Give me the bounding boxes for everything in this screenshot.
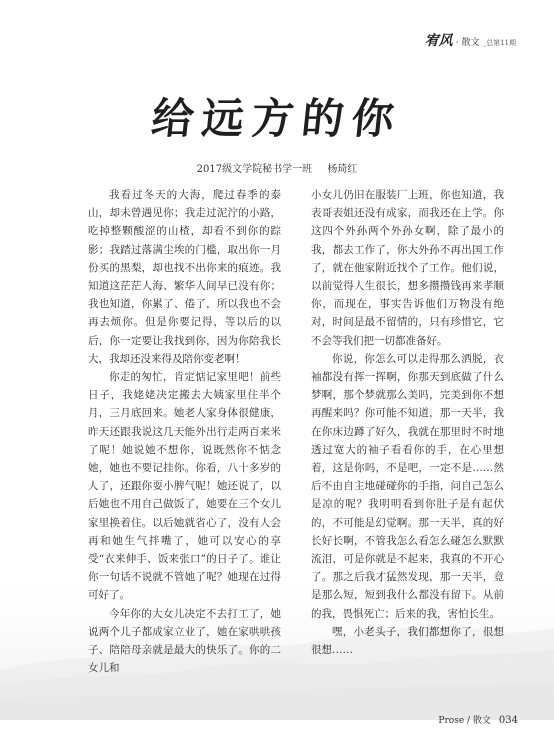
page-number: 034 <box>498 715 518 726</box>
paragraph: 你说，你怎么可以走得那么洒脱，衣袖都没有挥一挥啊，你那天到底做了什么梦啊，那个梦就那么美吗，完美到你不想再醒来吗？你可能不知道，那一天半，我在你床边蹲了好久，我就在那里时不时地透过宽大的袖子看看你的手，在心里想着，这是你吗，不是吧，一定不是……然后不由自主地碰碰你的手指，问自己怎么是凉的呢？我明明看到你肚子是有起伏的，不可能是幻觉啊。那一天半，真的好长好长啊，不管我怎么看怎么碰怎么默默流泪，可是你就是不起来，我真的不开心了。那之后我才猛然发现，那一天半，竟是那么短，短到我什么都没有留下。从前的我，畏惧死亡；后来的我，害怕长生。 <box>311 352 504 620</box>
magazine-header <box>425 30 516 50</box>
right-text-column <box>311 186 504 659</box>
paragraph: 我看过冬天的大海，爬过春季的泰山，却未曾遇见你；我走过泥泞的小路，吃掉整颗酸涩的山楂，却看不到你的踪影；我踏过落满尘埃的门槛，取出你一月份买的黑梨，却也找不出你来的痕迹。我知道这茫茫人海、繁华人间早已没有你；我也知道，你累了、倦了，所以我也不会再去烦你。但是你要记得，等以后的以后，你一定要让我找到你，因为你陪我长大，我却还没来得及陪你变老啊！ <box>88 189 281 365</box>
paragraph: 小女儿仍旧在服装厂上班，你也知道，我表哥表姐还没有成家，而我还在上学。你这四个外孙两个外孙女啊，除了最小的我，都去工作了，你大外孙不再出国工作了，就在他家附近找个了工作。他们说，以前觉得人生很长，想多攒攒钱再来孝顺你，而现在，事实告诉他们万物没有绝对，时间是最不留情的，只有珍惜它，它不会等我们把一切都准备好。 <box>311 189 504 347</box>
left-text-column <box>88 186 281 677</box>
footer-section-label: Prose / 散文 <box>438 716 491 726</box>
section-label: 散文 <box>461 38 480 48</box>
paragraph: 你走的匆忙，肯定惦记家里吧！前些日子，我姥姥决定搬去大姨家里住半个月，三月底回来。她老人家身体很健康，昨天还跟我说这几天能外出行走两百来米了呢！她说她不想你，说既然你不惦念她，她也不要记挂你。你看，八十多岁的人了，还跟你耍小脾气呢！她还说了，以后她也不用自己做饭了，她要在三个女儿家里换着住。以后她就省心了，没有人会再和她生气拌嘴了，她可以安心的享受“衣来伸手、饭来张口”的日子了。谁让你一句话不说就不管她了呢？她现在过得可好了。 <box>88 371 281 602</box>
author-affiliation: 2017级文学院秘书学一班 <box>196 164 313 175</box>
page-footer <box>438 713 518 726</box>
issue-number: _总第11期 <box>482 39 516 47</box>
article-title: 给远方的你 <box>149 94 405 143</box>
paragraph: 嘿，小老头子，我们都想你了，很想很想…… <box>311 625 504 657</box>
author-name: 杨琦红 <box>327 164 358 175</box>
header-separator: · <box>455 38 459 48</box>
byline <box>0 160 554 175</box>
magazine-brand: 宥风 <box>424 33 453 49</box>
paragraph: 今年你的大女儿决定不去打工了，她说两个儿子都成家立业了，她在家哄哄孩子、陪陪母亲就是最大的快乐了。你的二女儿和 <box>88 607 281 675</box>
